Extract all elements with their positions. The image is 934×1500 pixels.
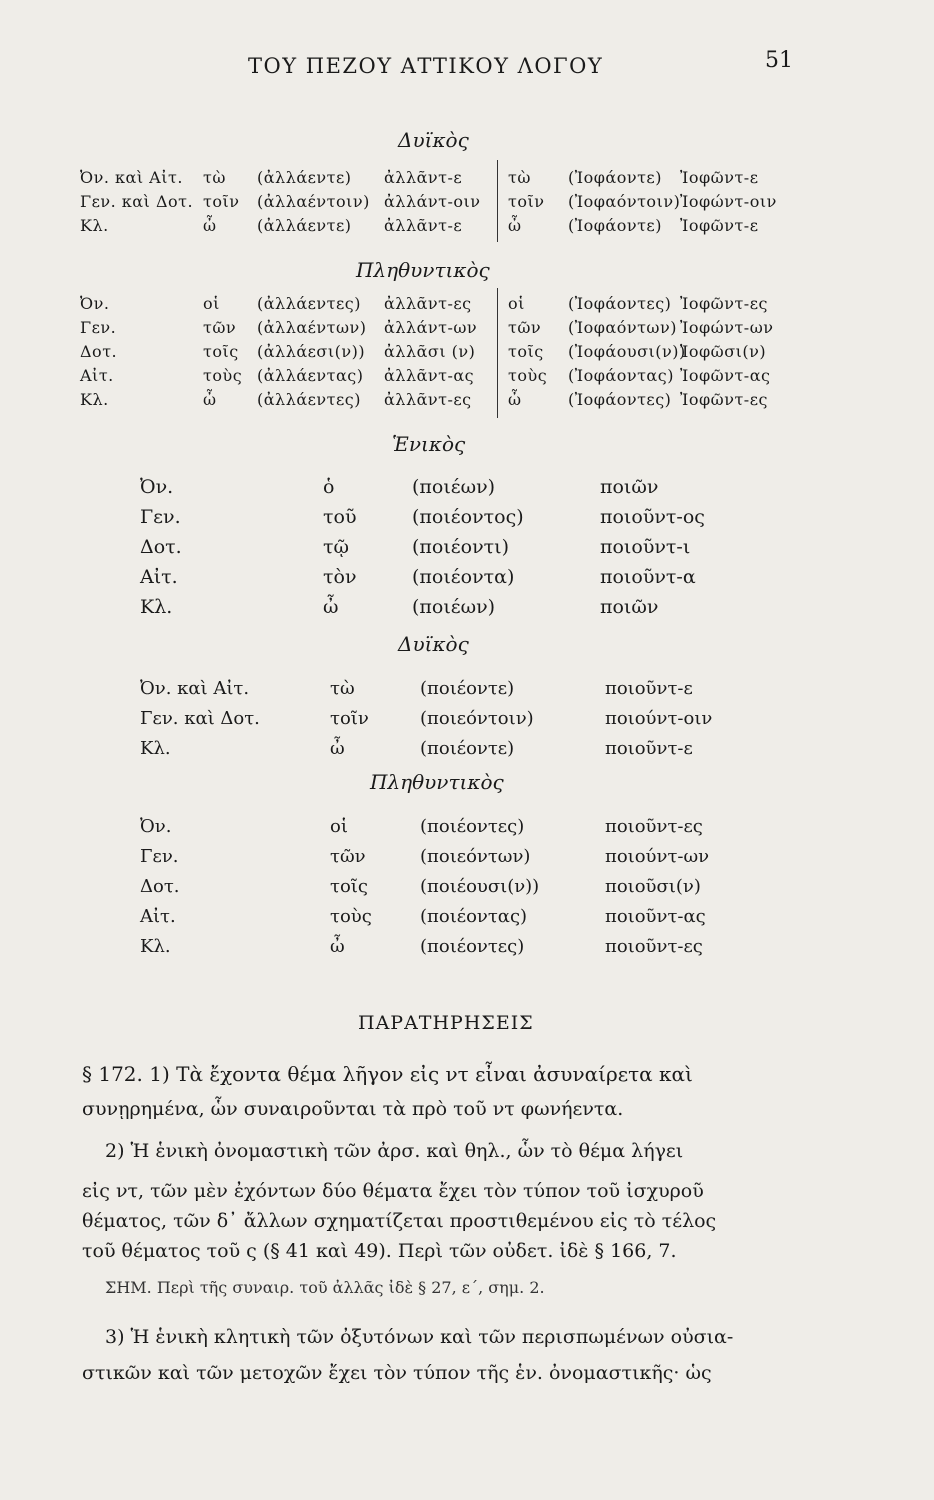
table1-plural-heading: Πληθυντικὸς bbox=[356, 258, 490, 282]
paradigm-cell: (ποιέοντι) bbox=[412, 536, 509, 558]
paradigm-cell: τὸν bbox=[323, 566, 357, 588]
paradigm-cell: (ποιέουσι(ν)) bbox=[420, 876, 540, 897]
paradigm-cell: Αἰτ. bbox=[140, 566, 178, 588]
paradigm-cell: τοῖν bbox=[203, 192, 240, 211]
paradigm-cell: Κλ. bbox=[80, 390, 109, 409]
paradigm-cell: ποιοῦντ-ος bbox=[600, 506, 705, 528]
paradigm-cell: Γεν. καὶ Δοτ. bbox=[80, 192, 194, 211]
paradigm-row bbox=[0, 294, 934, 320]
obs-line: συνῃρημένα, ὧν συναιροῦνται τὰ πρὸ τοῦ ντ φωνήεντα. bbox=[82, 1098, 624, 1120]
obs-line: 2) Ἡ ἑνικὴ ὀνομαστικὴ τῶν ἀρσ. καὶ θηλ., ὧν τὸ θέμα λήγει bbox=[105, 1140, 684, 1162]
paradigm-cell: ἀλλᾶντ-ες bbox=[384, 390, 472, 409]
paradigm-cell: ποιοῦντ-ι bbox=[600, 536, 691, 558]
running-title: ΤΟΥ ΠΕΖΟΥ ΑΤΤΙΚΟΥ ΛΟΓΟΥ bbox=[248, 54, 604, 78]
paradigm-cell: ποιοῦντ-ε bbox=[605, 738, 693, 759]
paradigm-cell: (Ἰοφάοντε) bbox=[568, 216, 662, 235]
obs-note: ΣΗΜ. Περὶ τῆς συναιρ. τοῦ ἀλλᾶς ἰδὲ § 27, ε΄, σημ. 2. bbox=[105, 1278, 545, 1297]
paradigm-row bbox=[0, 596, 934, 622]
paradigm-cell: ὦ bbox=[203, 216, 217, 235]
paradigm-cell: τῶν bbox=[203, 318, 237, 337]
obs-line: 3) Ἡ ἑνικὴ κλητικὴ τῶν ὀξυτόνων καὶ τῶν περισπωμένων οὐσια- bbox=[105, 1326, 734, 1348]
paradigm-row bbox=[0, 506, 934, 532]
paradigm-cell: Κλ. bbox=[140, 936, 171, 957]
paradigm-cell: ὦ bbox=[330, 738, 345, 759]
paradigm-cell: (ποιέοντας) bbox=[420, 906, 528, 927]
paradigm-cell: Ἰοφῶντ-ες bbox=[680, 390, 768, 409]
paradigm-cell: ἀλλᾶντ-ε bbox=[384, 168, 463, 187]
paradigm-cell: τὼ bbox=[203, 168, 226, 187]
paradigm-cell: (ποιέοντος) bbox=[412, 506, 524, 528]
page-number: 51 bbox=[765, 48, 793, 73]
paradigm-cell: ἀλλᾶντ-ας bbox=[384, 366, 475, 385]
paradigm-cell: Αἰτ. bbox=[80, 366, 114, 385]
paradigm-cell: (Ἰοφάοντες) bbox=[568, 294, 672, 313]
paradigm-cell: (ποιέων) bbox=[412, 596, 496, 618]
paradigm-cell: (ἀλλάεντας) bbox=[257, 366, 364, 385]
paradigm-cell: τῷ bbox=[323, 536, 350, 558]
paradigm-cell: τοῖς bbox=[330, 876, 368, 897]
paradigm-cell: Ἰοφῶντ-ε bbox=[680, 216, 759, 235]
paradigm-cell: (Ἰοφαόντοιν) bbox=[568, 192, 681, 211]
paradigm-cell: τὼ bbox=[330, 678, 355, 699]
paradigm-cell: Ἰοφώντ-οιν bbox=[680, 192, 777, 211]
table1-dual-divider bbox=[497, 160, 498, 242]
paradigm-cell: τοὺς bbox=[508, 366, 548, 385]
paradigm-row bbox=[0, 192, 934, 218]
paradigm-row bbox=[0, 566, 934, 592]
paradigm-cell: (Ἰοφάουσι(ν)) bbox=[568, 342, 686, 361]
table2-plural-heading: Πληθυντικὸς bbox=[370, 770, 504, 794]
paradigm-cell: ποιοῦσι(ν) bbox=[605, 876, 701, 897]
paradigm-cell: (ἀλλάεντε) bbox=[257, 168, 352, 187]
paradigm-cell: (ποιέοντες) bbox=[420, 936, 525, 957]
paradigm-row bbox=[0, 366, 934, 392]
paradigm-cell: τοῖς bbox=[203, 342, 239, 361]
paradigm-cell: οἱ bbox=[203, 294, 220, 313]
paradigm-cell: (ἀλλαέντοιν) bbox=[257, 192, 370, 211]
paradigm-row bbox=[0, 342, 934, 368]
paradigm-cell: Ὀν. καὶ Αἰτ. bbox=[140, 678, 250, 699]
paradigm-cell: τοὺς bbox=[330, 906, 372, 927]
paradigm-cell: (Ἰοφάοντες) bbox=[568, 390, 672, 409]
paradigm-row bbox=[0, 738, 934, 764]
paradigm-cell: Ἰοφῶντ-ας bbox=[680, 366, 771, 385]
paradigm-cell: Ὀν. bbox=[140, 816, 172, 837]
paradigm-cell: Κλ. bbox=[140, 596, 173, 618]
table2-dual-heading: Δυϊκὸς bbox=[398, 632, 469, 656]
paradigm-cell: (ἀλλάεντε) bbox=[257, 216, 352, 235]
paradigm-cell: Γεν. bbox=[140, 846, 179, 867]
paradigm-cell: ποιῶν bbox=[600, 476, 659, 498]
paradigm-cell: (ἀλλάεντες) bbox=[257, 294, 361, 313]
obs-line: εἰς ντ, τῶν μὲν ἐχόντων δύο θέματα ἔχει τὸν τύπον τοῦ ἰσχυροῦ bbox=[82, 1180, 704, 1202]
obs-line: θέματος, τῶν δ᾽ ἄλλων σχηματίζεται προστιθεμένου εἰς τὸ τέλος bbox=[82, 1210, 717, 1232]
paradigm-cell: (ἀλλάεσι(ν)) bbox=[257, 342, 366, 361]
paradigm-cell: Ἰοφῶσι(ν) bbox=[680, 342, 767, 361]
paradigm-cell: Γεν. bbox=[80, 318, 117, 337]
paradigm-cell: ὦ bbox=[508, 390, 522, 409]
paradigm-cell: (ποιεόντοιν) bbox=[420, 708, 534, 729]
obs-line: τοῦ θέματος τοῦ ς (§ 41 καὶ 49). Περὶ τῶν οὐδετ. ἰδὲ § 166, 7. bbox=[82, 1240, 677, 1262]
paradigm-cell: Αἰτ. bbox=[140, 906, 176, 927]
paradigm-cell: Ὀν. καὶ Αἰτ. bbox=[80, 168, 183, 187]
paradigm-cell: (Ἰοφαόντων) bbox=[568, 318, 677, 337]
paradigm-cell: (ποιεόντων) bbox=[420, 846, 531, 867]
paradigm-row bbox=[0, 678, 934, 704]
paradigm-cell: ποιοῦντ-ε bbox=[605, 678, 693, 699]
paradigm-row bbox=[0, 876, 934, 902]
paradigm-cell: Γεν. bbox=[140, 506, 181, 528]
paradigm-cell: Κλ. bbox=[80, 216, 109, 235]
paradigm-cell: ἀλλάντ-οιν bbox=[384, 192, 481, 211]
paradigm-cell: οἱ bbox=[508, 294, 525, 313]
paradigm-cell: τοὺς bbox=[203, 366, 243, 385]
table1-plural-divider bbox=[497, 288, 498, 418]
paradigm-row bbox=[0, 168, 934, 194]
paradigm-cell: ποιούντ-οιν bbox=[605, 708, 713, 729]
paradigm-cell: ποιοῦντ-ας bbox=[605, 906, 706, 927]
paradigm-row bbox=[0, 476, 934, 502]
paradigm-cell: τῶν bbox=[330, 846, 366, 867]
paradigm-cell: ποιοῦντ-ες bbox=[605, 816, 703, 837]
paradigm-cell: ποιοῦντ-α bbox=[600, 566, 696, 588]
paradigm-cell: (ποιέοντε) bbox=[420, 738, 515, 759]
paradigm-cell: (ποιέων) bbox=[412, 476, 496, 498]
paradigm-row bbox=[0, 936, 934, 962]
paradigm-cell: Ἰοφῶντ-ες bbox=[680, 294, 768, 313]
table2-singular-heading: Ἑνικὸς bbox=[392, 432, 466, 456]
paradigm-cell: Ἰοφώντ-ων bbox=[680, 318, 774, 337]
paradigm-row bbox=[0, 318, 934, 344]
paradigm-cell: (ἀλλαέντων) bbox=[257, 318, 367, 337]
obs-line: § 172. 1) Τὰ ἔχοντα θέμα λῆγον εἰς ντ εἶναι ἀσυναίρετα καὶ bbox=[82, 1062, 693, 1086]
paradigm-cell: (ποιέοντε) bbox=[420, 678, 515, 699]
paradigm-cell: Γεν. καὶ Δοτ. bbox=[140, 708, 260, 729]
paradigm-cell: Δοτ. bbox=[140, 876, 180, 897]
paradigm-cell: ποιῶν bbox=[600, 596, 659, 618]
paradigm-cell: ὁ bbox=[323, 476, 335, 498]
paradigm-cell: Δοτ. bbox=[140, 536, 182, 558]
paradigm-row bbox=[0, 846, 934, 872]
paradigm-cell: ὦ bbox=[330, 936, 345, 957]
paradigm-cell: (ἀλλάεντες) bbox=[257, 390, 361, 409]
paradigm-cell: ὦ bbox=[323, 596, 339, 618]
paradigm-cell: ἀλλάντ-ων bbox=[384, 318, 478, 337]
paradigm-cell: (Ἰοφάοντε) bbox=[568, 168, 662, 187]
paradigm-cell: τὼ bbox=[508, 168, 531, 187]
paradigm-cell: ποιοῦντ-ες bbox=[605, 936, 703, 957]
paradigm-cell: ἀλλᾶντ-ε bbox=[384, 216, 463, 235]
table1-dual-heading: Δυϊκὸς bbox=[398, 128, 469, 152]
paradigm-row bbox=[0, 390, 934, 416]
paradigm-cell: Ἰοφῶντ-ε bbox=[680, 168, 759, 187]
paradigm-cell: τοῖν bbox=[330, 708, 369, 729]
paradigm-cell: ἀλλᾶσι (ν) bbox=[384, 342, 476, 361]
paradigm-cell: ὦ bbox=[508, 216, 522, 235]
paradigm-cell: (ποιέοντα) bbox=[412, 566, 515, 588]
observations-title: ΠΑΡΑΤΗΡΗΣΕΙΣ bbox=[358, 1012, 534, 1034]
paradigm-cell: Ὀν. bbox=[140, 476, 174, 498]
paradigm-row bbox=[0, 816, 934, 842]
paradigm-row bbox=[0, 536, 934, 562]
paradigm-row bbox=[0, 708, 934, 734]
page-header bbox=[0, 48, 934, 84]
paradigm-row bbox=[0, 216, 934, 242]
paradigm-cell: ὦ bbox=[203, 390, 217, 409]
paradigm-cell: τῶν bbox=[508, 318, 542, 337]
paradigm-cell: Κλ. bbox=[140, 738, 171, 759]
paradigm-cell: (Ἰοφάοντας) bbox=[568, 366, 674, 385]
paradigm-cell: τοῖν bbox=[508, 192, 545, 211]
paradigm-cell: τοῖς bbox=[508, 342, 544, 361]
paradigm-cell: Ὀν. bbox=[80, 294, 110, 313]
paradigm-cell: (ποιέοντες) bbox=[420, 816, 525, 837]
paradigm-cell: Δοτ. bbox=[80, 342, 118, 361]
paradigm-cell: τοῦ bbox=[323, 506, 357, 528]
paradigm-row bbox=[0, 906, 934, 932]
paradigm-cell: οἱ bbox=[330, 816, 348, 837]
obs-line: στικῶν καὶ τῶν μετοχῶν ἔχει τὸν τύπον τῆς ἑν. ὀνομαστικῆς· ὡς bbox=[82, 1362, 712, 1384]
paradigm-cell: ποιούντ-ων bbox=[605, 846, 710, 867]
paradigm-cell: ἀλλᾶντ-ες bbox=[384, 294, 472, 313]
